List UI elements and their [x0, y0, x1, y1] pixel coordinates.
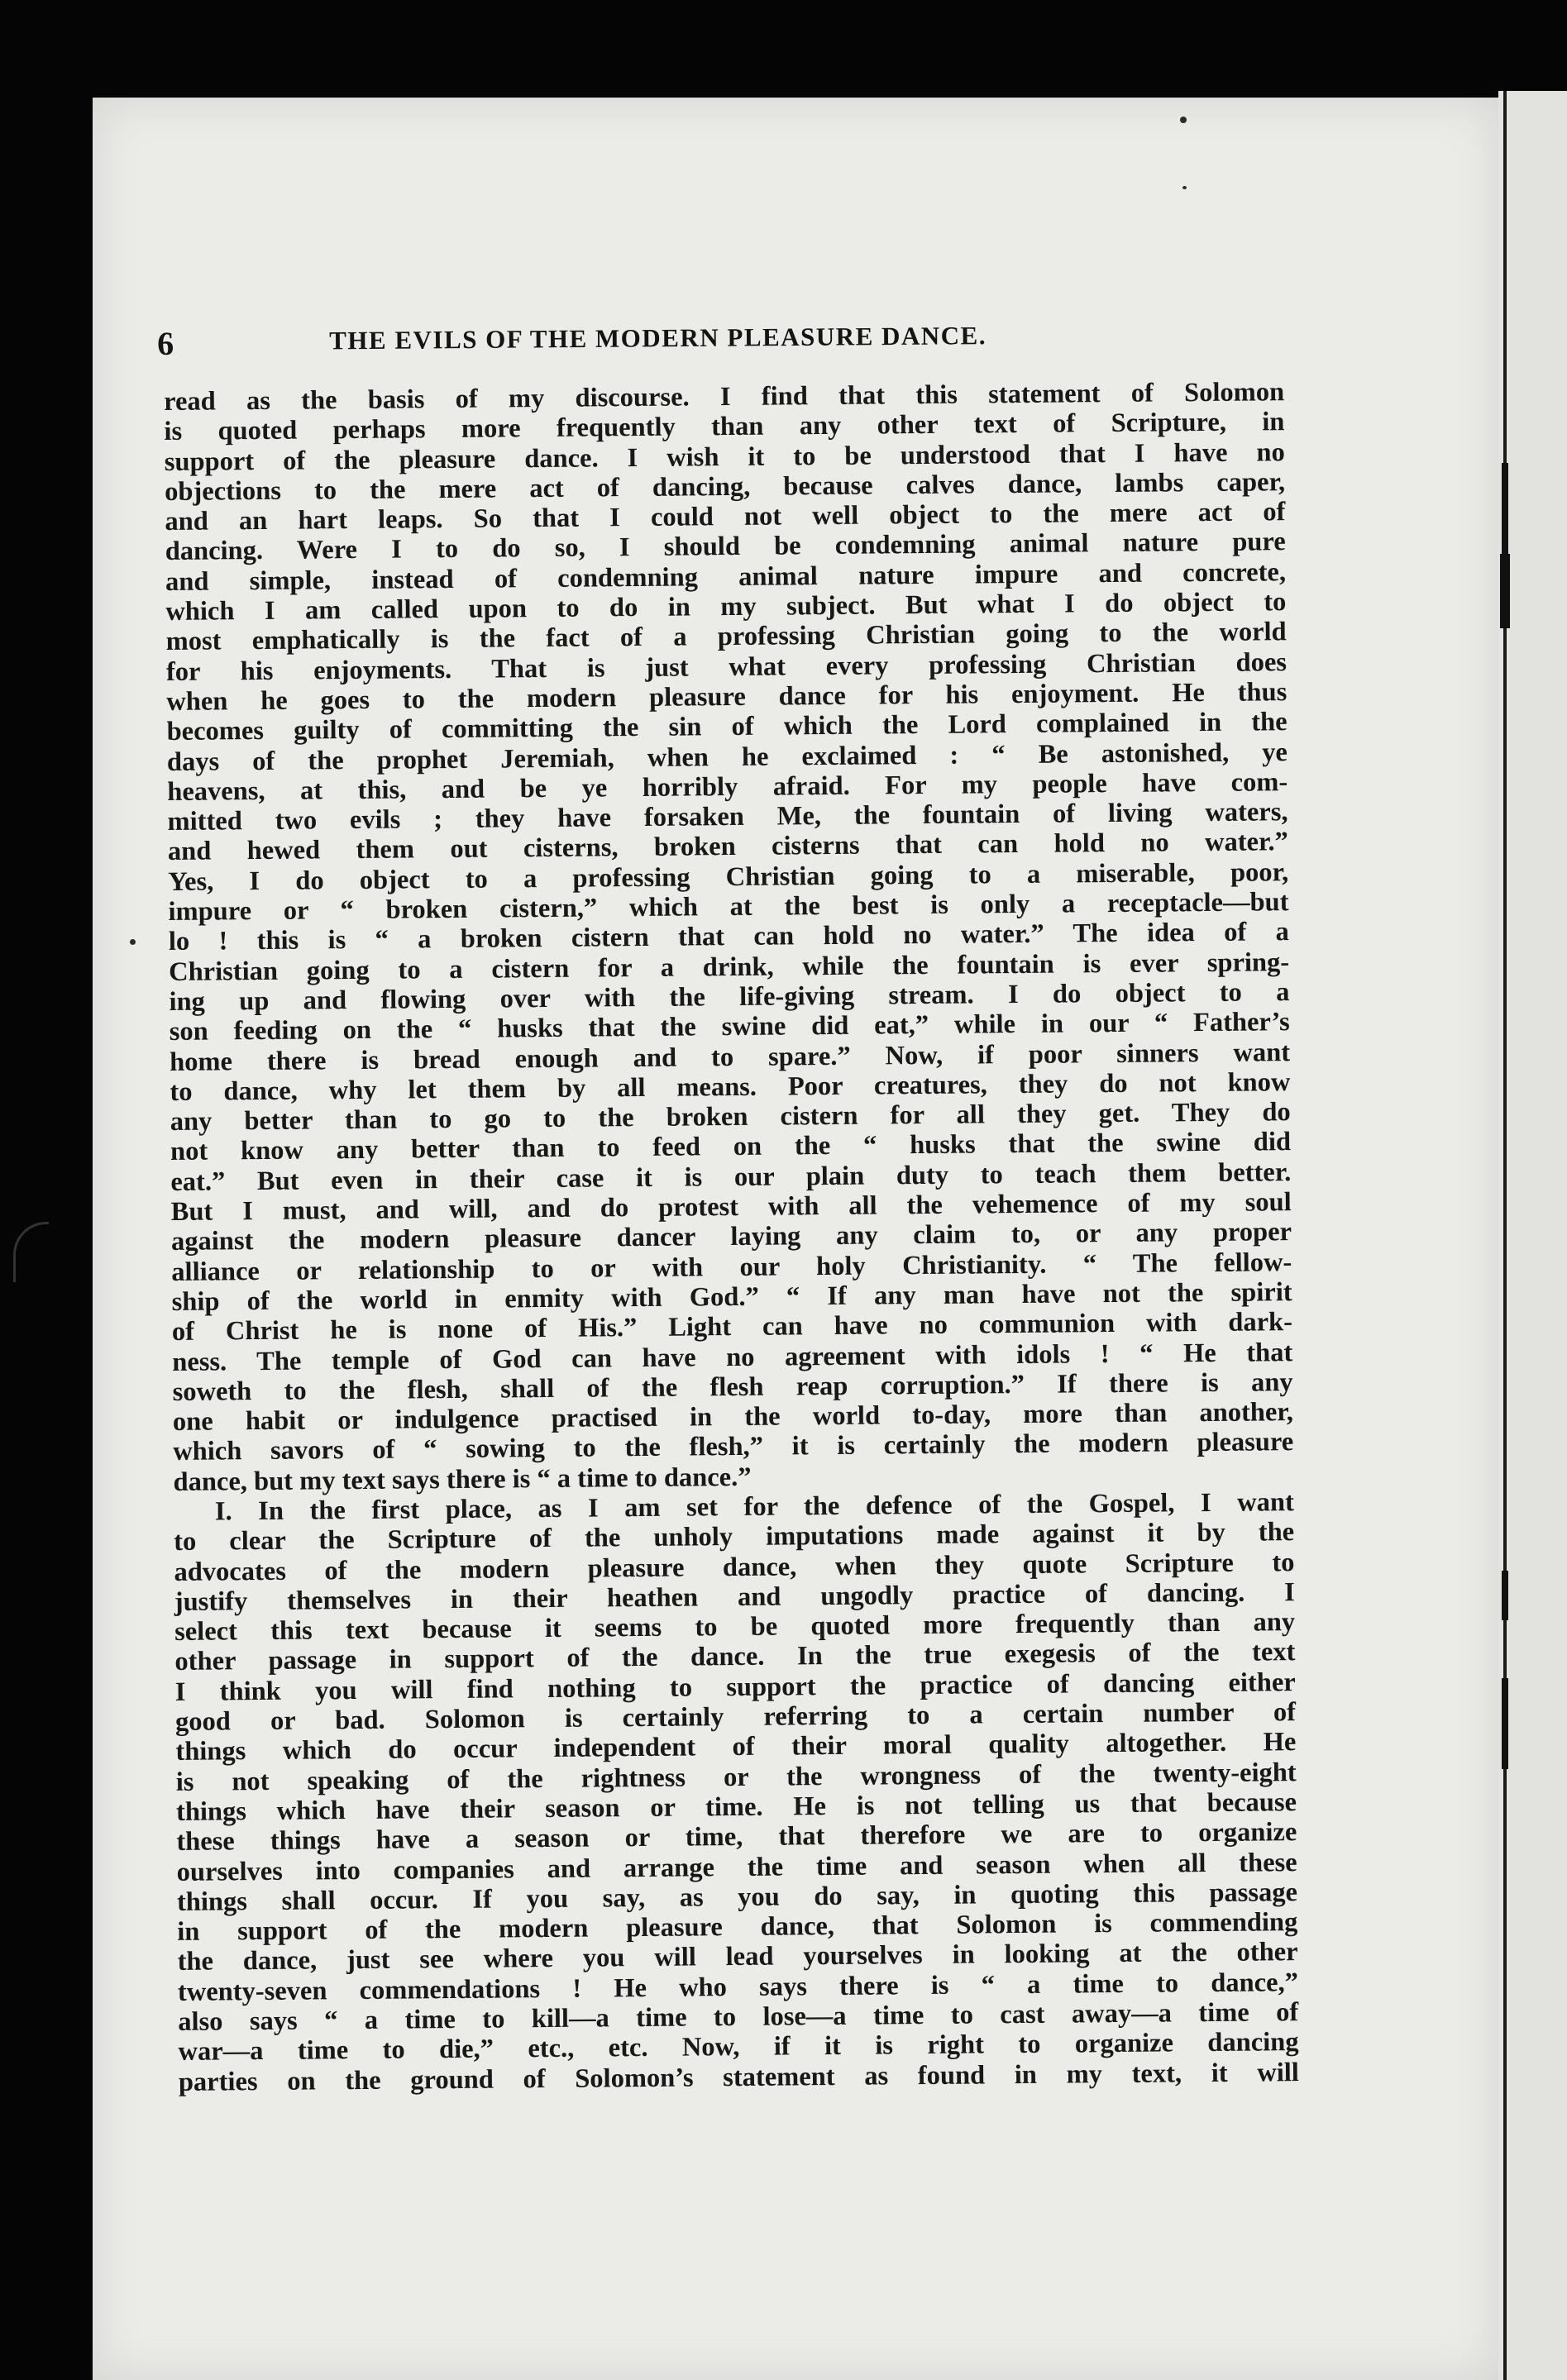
text-line: ness. The temple of God can have no agreement with idols ! “ He that [172, 1337, 1293, 1377]
text-line: also says “ a time to kill—a time to lose—a time to cast away—a time of [178, 1997, 1299, 2037]
text-line: things shall occur. If you say, as you do say, in quoting this passage [176, 1877, 1298, 1917]
text-line: good or bad. Solomon is certainly referring to a certain number of [174, 1697, 1297, 1738]
text-line: to clear the Scripture of the unholy imputations made against it by the [174, 1517, 1295, 1557]
text-line: soweth to the flesh, shall of the flesh reap corruption.” If there is any [172, 1366, 1293, 1407]
text-line: in support of the modern pleasure dance, that Solomon is commending [177, 1907, 1298, 1948]
facing-page-ink-mark [1502, 1571, 1508, 1620]
running-title: THE EVILS OF THE MODERN PLEASURE DANCE. [329, 321, 987, 355]
text-line: for his enjoyments. That is just what every professing Christian does [165, 646, 1288, 687]
text-line: becomes guilty of committing the sin of which the Lord complained in the [166, 707, 1288, 747]
text-line: select this text because it seems to be quoted more frequently than any [174, 1607, 1296, 1648]
text-line: I. In the first place, as I am set for the defence of the Gospel, I want [214, 1487, 1294, 1527]
facing-page-edge [1498, 91, 1567, 2380]
text-line: parties on the ground of Solomon’s statement as found in my text, it will [178, 2057, 1300, 2097]
text-line: alliance or relationship to or with our holy Christianity. “ The fellow- [171, 1247, 1292, 1287]
text-line: these things have a season or time, that therefore we are to organize [176, 1817, 1297, 1858]
text-line: things which do occur independent of their moral quality altogether. He [175, 1727, 1297, 1767]
text-line: ing up and flowing over with the life-giving stream. I do object to a [169, 977, 1290, 1017]
text-line: read as the basis of my discourse. I find that this statement of Solomon [164, 377, 1285, 417]
text-line: But I must, and will, and do protest with all the vehemence of my soul [170, 1187, 1292, 1227]
text-line: ship of the world in enmity with God.” “ If any man have not the spirit [171, 1277, 1292, 1317]
text-line: advocates of the modern pleasure dance, when they quote Scripture to [174, 1547, 1295, 1587]
page-number: 6 [157, 324, 174, 362]
facing-page-ink-mark [1502, 1678, 1508, 1769]
text-line: when he goes to the modern pleasure dance for his enjoyment. He thus [166, 677, 1288, 717]
facing-page-binding-line [1503, 91, 1507, 2380]
running-header [157, 317, 1108, 365]
text-line: one habit or indulgence practised in the world to-day, more than another, [172, 1397, 1294, 1438]
text-line: the dance, just see where you will lead yourselves in looking at the other [177, 1937, 1298, 1977]
text-line: support of the pleasure dance. I wish it to be understood that I have no [164, 436, 1285, 477]
text-line: against the modern pleasure dancer laying any claim to, or any proper [170, 1217, 1292, 1257]
text-line: mitted two evils ; they have forsaken Me, the fountain of living waters, [167, 797, 1288, 837]
text-line: is quoted perhaps more frequently than any other text of Scripture, in [164, 407, 1285, 447]
text-line: most emphatically is the fact of a professing Christian going to the world [165, 617, 1287, 657]
text-line: is not speaking of the rightness or the wrongness of the twenty-eight [175, 1757, 1297, 1797]
text-line: eat.” But even in their case it is our plain duty to teach them better. [170, 1157, 1292, 1197]
text-line: and simple, instead of condemning animal nature impure and concrete, [165, 556, 1287, 597]
text-line: impure or “ broken cistern,” which at the best is only a receptacle—but [168, 887, 1289, 928]
text-line: days of the prophet Jeremiah, when he exclaimed : “ Be astonished, ye [166, 737, 1288, 777]
text-line: which I am called upon to do in my subject. But what I do object to [165, 587, 1287, 627]
text-line: I think you will find nothing to support the practice of dancing either [174, 1667, 1296, 1707]
facing-page-ink-mark [1500, 554, 1510, 628]
dust-speck [1180, 117, 1187, 123]
text-line: dance, but my text says there is “ a time to dance.” [173, 1462, 752, 1497]
text-line: lo ! this is “ a broken cistern that can hold no water.” The idea of a [168, 917, 1289, 957]
text-line: to dance, why let them by all means. Poor creatures, they do not know [170, 1066, 1291, 1107]
text-line: dancing. Were I to do so, I should be condemning animal nature pure [165, 527, 1286, 567]
text-line: things which have their season or time. He is not telling us that because [175, 1787, 1297, 1827]
text-line: twenty-seven commendations ! He who says there is “ a time to dance,” [177, 1967, 1299, 2007]
text-line: heavens, at this, and be ye horribly afraid. For my people have com- [167, 767, 1288, 807]
text-line: of Christ he is none of His.” Light can have no communion with dark- [171, 1307, 1293, 1347]
text-line: ourselves into companies and arrange the time and season when all these [176, 1847, 1297, 1887]
text-line: objections to the mere act of dancing, because calves dance, lambs caper, [164, 467, 1286, 507]
text-line: justify themselves in their heathen and ungodly practice of dancing. I [174, 1576, 1295, 1617]
text-line: Yes, I do object to a professing Christian going to a miserable, poor, [168, 856, 1289, 897]
text-line: and an hart leaps. So that I could not well object to the mere act of [165, 497, 1286, 537]
dust-speck [1182, 186, 1187, 189]
text-line: other passage in support of the dance. In the true exegesis of the text [174, 1637, 1296, 1677]
text-line: war—a time to die,” etc., etc. Now, if it is right to organize dancing [178, 2027, 1299, 2068]
text-line: any better than to go to the broken cistern for all they get. They do [170, 1097, 1291, 1138]
text-line: which savors of “ sowing to the flesh,” it is certainly the modern pleasure [173, 1427, 1294, 1467]
text-line: home there is bread enough and to spare.” Now, if poor sinners want [169, 1037, 1291, 1077]
text-line: son feeding on the “ husks that the swine did eat,” while in our “ Father’s [169, 1007, 1290, 1047]
dust-speck [130, 939, 136, 945]
text-line: and hewed them out cisterns, broken cisterns that can hold no water.” [167, 827, 1289, 867]
text-line: Christian going to a cistern for a drink, while the fountain is ever spring- [169, 947, 1290, 987]
body-text [164, 377, 1299, 2097]
text-line: not know any better than to feed on the “ husks that the swine did [170, 1127, 1292, 1167]
